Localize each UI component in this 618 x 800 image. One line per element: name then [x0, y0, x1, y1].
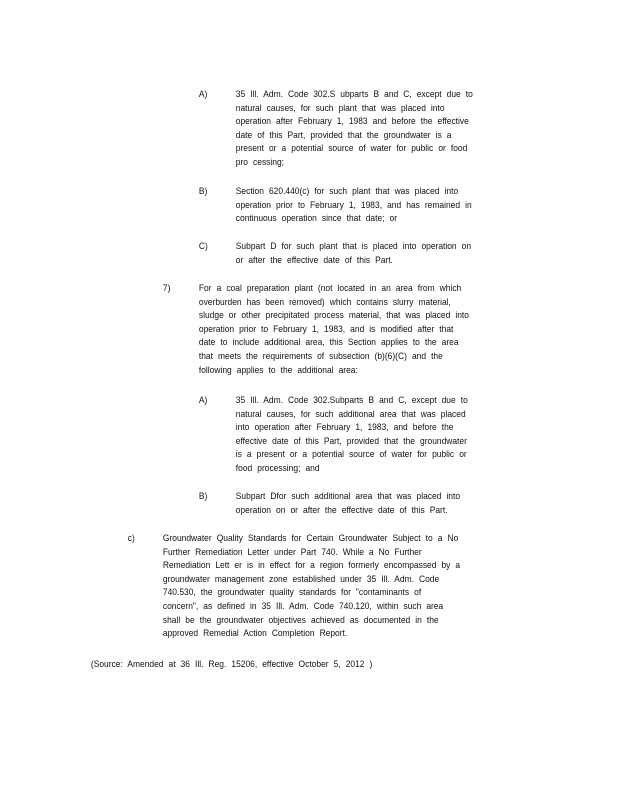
- text-line: that meets the requirements of subsection (b)(6)(C) and the: [198, 349, 443, 361]
- text-line: For a coal preparation plant (not located in an area from which: [198, 282, 462, 293]
- text-line: operation on or after the effective date of this Part.: [235, 503, 448, 515]
- text-line: Subpart D for such plant that is placed into operation on: [235, 240, 472, 251]
- text-line: natural causes, for such additional area that was placed: [235, 407, 466, 419]
- text-line: operation prior to February 1, 1983, and is modified after that: [198, 322, 454, 334]
- item-label: B): [198, 185, 208, 196]
- text-line: into operation after February 1, 1983, and before the: [235, 421, 454, 433]
- text-line: date of this Part, provided that the groundwater is a: [235, 128, 452, 140]
- text-line: is a present or a potential source of water for public or: [235, 448, 467, 460]
- item-text: [236, 489, 460, 516]
- source-note-text: (Source: Amended at 36 Ill. Reg. 15206, effective October 5, 2012 ): [90, 658, 373, 669]
- source-note: [91, 657, 372, 671]
- text-line: Groundwater Quality Standards for Certain Groundwater Subject to a No: [162, 532, 459, 543]
- text-line: Further Remediation Letter under Part 740. While a No Further: [162, 545, 422, 557]
- text-line: shall be the groundwater objectives achieved as documented in the: [162, 613, 439, 625]
- item-text: [236, 393, 468, 475]
- text-line: pro cessing;: [235, 155, 284, 167]
- item-label: 7): [162, 282, 171, 293]
- text-line: operation after February 1, 1983 and before the effective: [235, 115, 469, 127]
- item-text: [236, 239, 471, 266]
- item-text: [199, 281, 469, 376]
- text-line: 740.530, the groundwater quality standards for "contaminants of: [162, 586, 422, 598]
- item-label: c): [127, 532, 135, 543]
- text-line: following applies to the additional area:: [198, 363, 358, 375]
- text-line: overburden has been removed) which contains slurry material,: [198, 295, 451, 307]
- item-label: B): [198, 490, 208, 501]
- text-line: effective date of this Part, provided that the groundwater: [235, 434, 467, 446]
- text-line: Remediation Lett er is in effect for a region formerly encompassed by a: [162, 559, 461, 571]
- text-line: date to include additional area, this Section applies to the area: [198, 336, 459, 348]
- text-line: 35 Ill. Adm. Code 302.Subparts B and C, except due to: [235, 394, 468, 405]
- text-line: approved Remedial Action Completion Report.: [162, 627, 348, 639]
- text-line: present or a potential source of water for public or food: [235, 142, 468, 154]
- item-text: [236, 87, 473, 169]
- item-label: A): [198, 88, 208, 99]
- item-label: A): [198, 394, 208, 405]
- text-line: operation prior to February 1, 1983, and has remained in: [235, 198, 472, 210]
- text-line: sludge or other precipitated process material, that was placed into: [198, 309, 469, 321]
- text-line: food processing; and: [235, 461, 320, 473]
- text-line: concern", as defined in 35 Ill. Adm. Code 740.120, within such area: [162, 599, 444, 611]
- text-line: Subpart Dfor such additional area that was placed into: [235, 490, 461, 501]
- text-line: natural causes, for such plant that was placed into: [235, 101, 445, 113]
- item-text: [163, 531, 460, 640]
- item-text: [236, 184, 472, 225]
- text-line: continuous operation since that date; or: [235, 212, 398, 224]
- item-label: C): [198, 240, 208, 251]
- text-line: groundwater management zone established under 35 Ill. Adm. Code: [162, 572, 440, 584]
- text-line: 35 Ill. Adm. Code 302.S ubparts B and C, except due to: [235, 88, 473, 99]
- text-line: Section 620.440(c) for such plant that was placed into: [235, 185, 459, 196]
- text-line: or after the effective date of this Part.: [235, 253, 393, 265]
